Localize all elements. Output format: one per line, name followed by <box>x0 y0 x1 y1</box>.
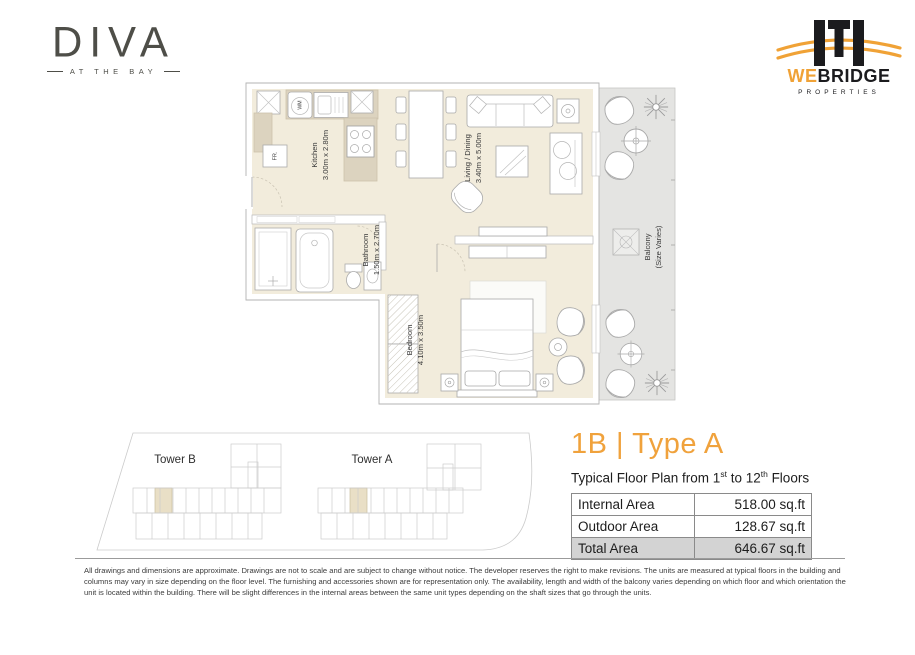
area-value: 518.00 sq.ft <box>695 493 812 515</box>
balcony-plant <box>645 371 669 395</box>
highlighted-unit <box>155 488 172 513</box>
developer-name-we: WE <box>787 66 818 86</box>
webridge-logo <box>770 10 908 96</box>
hall-closet <box>257 217 297 223</box>
tagline-dash-left <box>47 71 63 72</box>
tower-b-plan <box>133 444 281 539</box>
fridge-label: FR. <box>272 151 279 161</box>
dresser <box>469 246 546 258</box>
developer-name-bridge: BRIDGE <box>817 66 891 86</box>
brand-tagline <box>26 67 201 76</box>
room-dims: (Size Varies) <box>654 225 663 269</box>
key-plan <box>80 428 540 566</box>
washing-machine-label: WM <box>297 100 304 110</box>
room-dims: 1.50m x 2.70m <box>372 224 381 276</box>
tower-a-label: Tower A <box>351 454 393 466</box>
pillow <box>499 371 530 386</box>
hall-closet <box>299 217 335 223</box>
room-name: Bathroom <box>361 233 370 267</box>
nightstand <box>441 374 458 391</box>
diva-logo <box>26 18 201 76</box>
divider-line <box>75 558 845 559</box>
subtitle-sup: th <box>760 469 768 479</box>
bridge-building-icon <box>774 10 904 68</box>
area-table <box>571 493 812 560</box>
area-value: 646.67 sq.ft <box>695 537 812 559</box>
room-name: Living / Dining <box>463 134 472 182</box>
unit-info-panel <box>571 428 812 560</box>
nightstand <box>536 374 553 391</box>
room-name: Balcony <box>643 233 652 261</box>
brand-name: DIVA <box>52 17 175 66</box>
room-dims: 3.40m x 5.00m <box>474 132 483 184</box>
tower-b-label: Tower B <box>154 454 196 466</box>
subtitle-part: Floors <box>767 470 810 486</box>
developer-name <box>770 66 908 87</box>
room-name: Kitchen <box>310 142 319 168</box>
balcony-plant <box>644 95 668 119</box>
bathtub <box>296 229 333 292</box>
disclaimer-text: All drawings and dimensions are approximate. Drawings are not to scale and are subject to change without notice. The developer reserves the right to make revisions. The units are measured at typical floors in the building and columns may vary in size depending on the floor level. The furnishing and accessories shown are for representation only. The availability, length and width of the balcony varies depending on which floor and which orientation the unit is located within the building. There will be slight differences in the internal areas between the same unit types depending on the shaft sizes that go through the units. <box>84 566 846 597</box>
subtitle-sup: st <box>720 469 727 479</box>
bedroom-wall <box>455 236 593 244</box>
area-label: Internal Area <box>572 493 695 515</box>
highlighted-unit <box>350 488 367 513</box>
room-name: Bedroom <box>405 324 414 356</box>
unit-title: 1B | Type A <box>571 428 724 460</box>
dining-set <box>396 91 456 178</box>
area-row-total <box>572 537 812 559</box>
tv-unit <box>479 227 547 236</box>
subtitle-part: Typical Floor Plan from 1 <box>571 470 721 486</box>
headboard <box>457 390 537 397</box>
developer-subtitle: PROPERTIES <box>798 89 880 96</box>
subtitle-part: to 12 <box>726 470 761 486</box>
tagline-text: AT THE BAY <box>69 67 158 76</box>
room-dims: 3.00m x 2.80m <box>321 129 330 181</box>
area-label: Total Area <box>572 537 695 559</box>
round-table <box>549 338 567 356</box>
room-dims: 4.10m x 3.50m <box>416 314 425 366</box>
balcony-planter <box>613 229 639 255</box>
area-row-outdoor <box>572 515 812 537</box>
area-value: 128.67 sq.ft <box>695 515 812 537</box>
tagline-dash-right <box>164 71 180 72</box>
area-row-internal <box>572 493 812 515</box>
side-table <box>557 99 579 123</box>
floor-plan <box>240 80 700 430</box>
stove <box>347 126 374 157</box>
tower-a-plan <box>318 444 481 539</box>
floor-range-subtitle <box>571 469 812 486</box>
area-label: Outdoor Area <box>572 515 695 537</box>
pillow <box>465 371 496 386</box>
toilet <box>345 264 362 289</box>
